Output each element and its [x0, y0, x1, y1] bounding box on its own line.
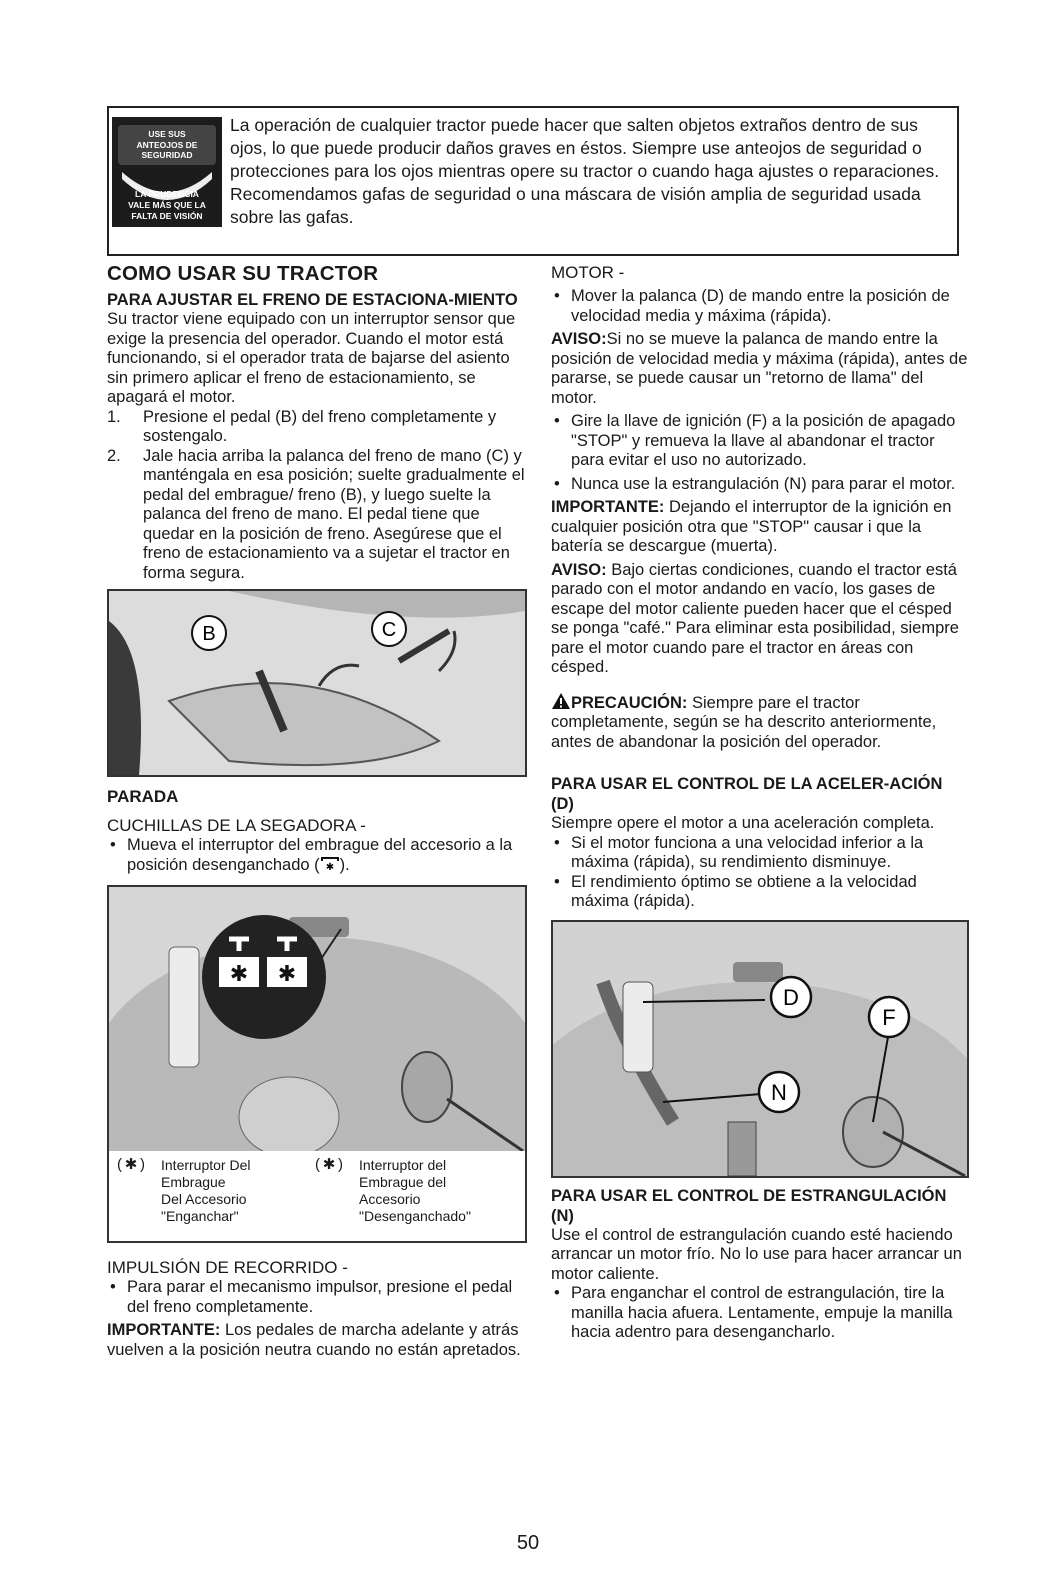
parking-brake-heading: PARA AJUSTAR EL FRENO DE ESTACIONA-MIENTO: [107, 291, 518, 309]
pto-disengaged-caption-icon: ( ✱ ): [315, 1156, 343, 1173]
callout-label-c: C: [381, 619, 397, 641]
aviso-note-1: [551, 330, 969, 408]
safety-glasses-icon: [112, 117, 222, 227]
precaucion-text: Siempre pare el tractor completamente, según se ha descrito anteriormente, antes de abandonar la posición del operador.: [551, 693, 937, 751]
list-item: [107, 836, 527, 875]
step-number: 2.: [107, 446, 121, 465]
drive-label: IMPULSIÓN DE RECORRIDO -: [107, 1258, 348, 1277]
caption-line: Accesorio: [359, 1191, 421, 1207]
caption-line: "Enganchar": [161, 1208, 239, 1224]
aviso-label: AVISO:: [551, 560, 607, 579]
left-column: [107, 262, 527, 1360]
list-item: • Para enganchar el control de estrangulación, tire la manilla hacia afuera. Lentamente, empuje la manilla hacia adentro para desengancharlo.: [551, 1284, 969, 1343]
motor-bullets: [551, 287, 969, 326]
caption-line: "Desenganchado": [359, 1208, 471, 1224]
controls-figure: [551, 920, 969, 1178]
list-item: • Para parar el mecanismo impulsor, presione el pedal del freno completamente.: [107, 1278, 527, 1317]
throttle-bullets: [551, 834, 969, 912]
callout-label-f: F: [882, 1004, 896, 1030]
caption-line: Interruptor del: [359, 1157, 447, 1173]
choke-bullets: [551, 1284, 969, 1343]
choke-intro: Use el control de estrangulación cuando esté haciendo arrancar un motor frío. No lo use para hacer arrancar un motor caliente.: [551, 1225, 962, 1283]
pto-disengaged-icon: [320, 857, 340, 871]
blades-label: CUCHILLAS DE LA SEGADORA -: [107, 816, 366, 835]
bullet-text-end: ).: [339, 855, 350, 874]
icon-text-line: LA PRUDENCIA: [135, 189, 199, 199]
warning-triangle-icon: [551, 692, 571, 710]
choke-heading: PARA USAR EL CONTROL DE ESTRANGULACIÓN (N): [551, 1186, 947, 1225]
important-label: IMPORTANTE:: [107, 1321, 221, 1339]
pto-engaged-icon: ( ✱ ): [117, 1156, 145, 1173]
importante-text: Dejando el interruptor de la ignición en cualquier posición otra que "STOP" causar i que la batería se descargue (muerta).: [551, 498, 952, 555]
throttle-heading: PARA USAR EL CONTROL DE LA ACELER-ACIÓN (D): [551, 775, 943, 813]
svg-text:✱: ✱: [229, 962, 249, 987]
motor-stop-bullets: [551, 412, 969, 494]
list-item: [107, 408, 527, 447]
list-item: • Si el motor funciona a una velocidad inferior a la máxima (rápida), su rendimiento disminuye.: [551, 834, 969, 873]
svg-text:✱: ✱: [325, 861, 334, 871]
aviso-label: AVISO:: [551, 330, 607, 348]
section-title: COMO USAR SU TRACTOR: [107, 262, 379, 285]
stop-heading: PARADA: [107, 787, 179, 806]
list-item: • Gire la llave de ignición (F) a la posición de apagado "STOP" y remueva la llave al abandonar el tractor para evitar el uso no autorizado.: [551, 412, 969, 471]
blades-bullets: [107, 836, 527, 875]
right-column: [551, 262, 969, 1343]
svg-text:✱: ✱: [277, 962, 297, 987]
callout-label-n: N: [771, 1079, 787, 1105]
step-text: Jale hacia arriba la palanca del freno de mano (C) y manténgala en esa posición; suelte gradualmente el pedal del embrague/ freno (B), y luego suelte la palanca del freno de mano. El pedal tiene que quedar en la posición de freno. Asegúrese que el freno de estacionamiento va a sujetar el tractor en forma segura.: [143, 446, 525, 582]
pto-switch-figure: [107, 885, 527, 1243]
callout-label-d: D: [783, 984, 799, 1010]
pto-caption: [109, 1151, 525, 1241]
list-item: [107, 447, 527, 584]
list-item: • Nunca use la estrangulación (N) para parar el motor.: [551, 475, 969, 495]
pto-disengaged-caption: [359, 1157, 471, 1225]
aviso-text: Bajo ciertas condiciones, cuando el tractor está parado con el motor andando en vacío, los gases de escape del motor caliente pueden hacer que el césped se ponga "café." Para eliminar esta posibilidad, siempre pare el motor cuando pare el tractor en áreas con césped.: [551, 560, 959, 676]
importante-note: [551, 498, 969, 557]
aviso-note-2: [551, 561, 969, 678]
precaucion-note: [551, 692, 969, 753]
pto-engaged-caption: [161, 1157, 250, 1225]
icon-text-line: FALTA DE VISIÓN: [131, 211, 203, 221]
icon-text-line: SEGURIDAD: [141, 150, 193, 160]
callout-label-b: B: [202, 623, 216, 645]
bullet-text: Mueva el interruptor del embrague del accesorio a la posición desenganchado (: [127, 836, 513, 874]
drive-bullets: [107, 1278, 527, 1317]
caption-line: Embrague: [161, 1174, 226, 1190]
importante-label: IMPORTANTE:: [551, 498, 665, 516]
important-note: [107, 1321, 527, 1360]
step-text: Presione el pedal (B) del freno completamente y sostengalo.: [143, 407, 497, 445]
parking-brake-intro: Su tractor viene equipado con un interruptor sensor que exige la presencia del operador. Cuando el motor está funcionando, si el operador trata de bajarse del asiento sin primero aplicar el freno de estacionamiento, se apagará el motor.: [107, 310, 516, 406]
parking-brake-figure: [107, 589, 527, 777]
throttle-intro: Siempre opere el motor a una aceleración completa.: [551, 814, 935, 832]
motor-label: MOTOR -: [551, 263, 625, 282]
list-item: • Mover la palanca (D) de mando entre la posición de velocidad media y máxima (rápida).: [551, 287, 969, 326]
precaucion-label: PRECAUCIÓN:: [571, 693, 688, 712]
aviso-text: Si no se mueve la palanca de mando entre la posición de velocidad media y máxima (rápida), antes de pararse, se puede causar un "retorno de llama" del motor.: [551, 330, 968, 407]
caption-line: Interruptor Del: [161, 1157, 251, 1173]
list-item: • El rendimiento óptimo se obtiene a la velocidad máxima (rápida).: [551, 873, 969, 912]
caption-line: Embrague del: [359, 1174, 447, 1190]
page-number: 50: [516, 1532, 540, 1554]
important-text: Los pedales de marcha adelante y atrás vuelven a la posición neutra cuando no están apretados.: [107, 1321, 521, 1359]
parking-brake-steps: [107, 408, 527, 584]
icon-text-line: ANTEOJOS DE: [136, 140, 198, 150]
caption-line: Del Accesorio: [161, 1191, 247, 1207]
step-number: 1.: [107, 407, 121, 426]
safety-warning-text: La operación de cualquier tractor puede hacer que salten objetos extraños dentro de sus ojos, lo que puede producir daños graves en éstos. Siempre use anteojos de seguridad o protecciones para los ojos mientras opere su tractor o cuando haga ajustes o reparaciones. Recomendamos gafas de seguridad o una máscara de visión amplia de seguridad usada sobre las gafas.: [230, 115, 940, 227]
icon-text-line: VALE MÁS QUE LA: [128, 200, 206, 210]
icon-text-line: USE SUS: [148, 129, 186, 139]
